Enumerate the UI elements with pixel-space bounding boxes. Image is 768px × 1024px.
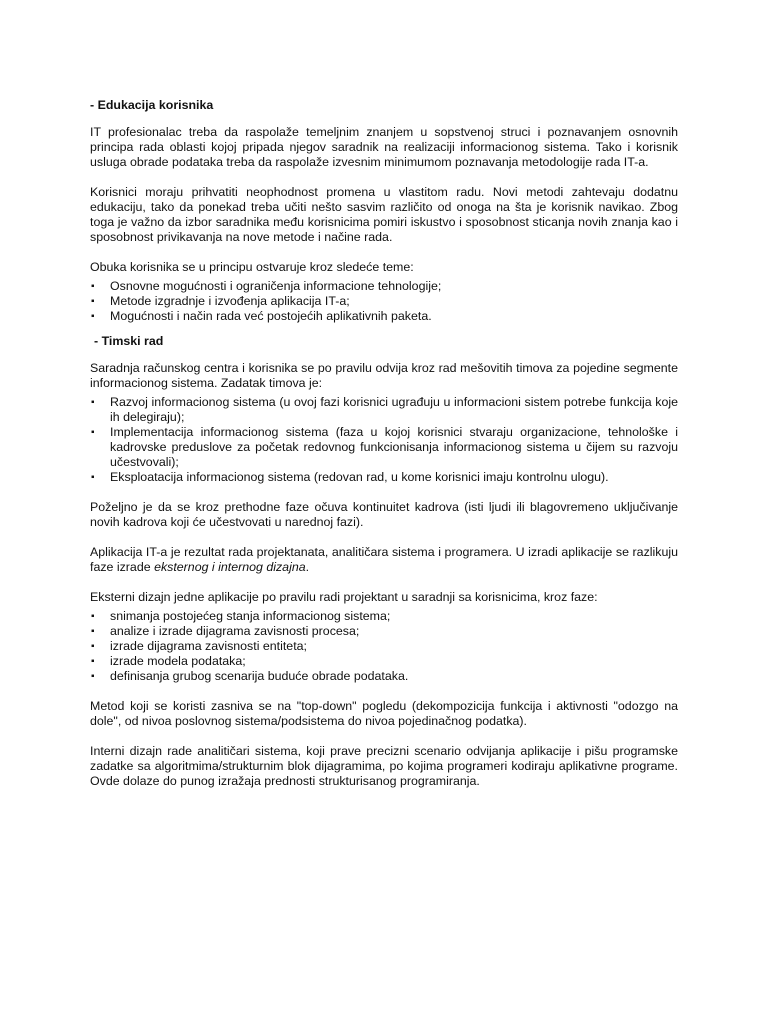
external-design-phases-list (90, 609, 678, 684)
document-page (90, 98, 678, 804)
bullet-icon: ▪ (91, 281, 95, 292)
team-tasks-list (90, 395, 678, 485)
bullet-icon: ▪ (91, 296, 95, 307)
list-item (90, 609, 678, 624)
paragraph-korisnici: Korisnici moraju prihvatiti neophodnost promena u vlastitom radu. Novi metodi zahtevaju dodatnu edukaciju, tako da ponekad treba učiti nešto sasvim različito od onoga na šta je korisnik navikao. Zbog toga je važno da izbor saradnika među korisnicima pomiri iskustvo i sposobnost sticanja novih znanja kao i sposobnost privikavanja na nove metode i načine rada. (90, 185, 678, 244)
bullet-icon: ▪ (91, 641, 95, 652)
list-item-text: analize i izrade dijagrama zavisnosti procesa; (110, 624, 360, 638)
bullet-icon: ▪ (91, 397, 95, 408)
list-item-text: izrade modela podataka; (110, 654, 246, 668)
section-heading-timski-rad: - Timski rad (94, 334, 164, 348)
section-heading-edukacija: - Edukacija korisnika (90, 98, 214, 112)
list-item (90, 624, 678, 639)
paragraph-obuka: Obuka korisnika se u principu ostvaruje kroz sledeće teme: (90, 260, 414, 274)
list-item (90, 425, 678, 470)
list-item-text: Mogućnosti i način rada već postojećih aplikativnih paketa. (110, 309, 432, 323)
bullet-icon: ▪ (91, 311, 95, 322)
paragraph-it-profesionalac: IT profesionalac treba da raspolaže temeljnim znanjem u sopstvenoj struci i poznavanjem osnovnih principa rada oblasti kojoj pripada njegov saradnik na realizaciji informacionog sistema. Tako i korisnik usluga obrade podataka treba da raspolaže izvesnim minimumom poznavanja metodologije rada IT-a. (90, 125, 678, 169)
list-item (90, 654, 678, 669)
list-item (90, 470, 678, 485)
bullet-icon: ▪ (91, 671, 95, 682)
paragraph-pozeljno: Poželjno je da se kroz prethodne faze očuva kontinuitet kadrova (isti ljudi ili blagovremeno uključivanje novih kadrova koji će učestvovati u narednoj fazi). (90, 500, 678, 529)
list-item-text: Implementacija informacionog sistema (faza u kojoj korisnici stvaraju organizacione, tehnološke i kadrovske preduslove za početak redovnog funkcionisanja informacionog sistema u čijem su razvoju učestvovali); (110, 425, 678, 469)
bullet-icon: ▪ (91, 656, 95, 667)
paragraph-aplikacija-end: . (305, 560, 310, 574)
list-item (90, 279, 678, 294)
bullet-icon: ▪ (91, 472, 95, 483)
paragraph-aplikacija (90, 545, 678, 575)
topics-list (90, 279, 678, 324)
bullet-icon: ▪ (91, 611, 95, 622)
list-item-text: definisanja grubog scenarija buduće obrade podataka. (110, 669, 409, 683)
list-item-text: Eksploatacija informacionog sistema (redovan rad, u kome korisnici imaju kontrolnu ulogu). (110, 470, 609, 484)
list-item-text: Osnovne mogućnosti i ograničenja informacione tehnologije; (110, 279, 442, 293)
list-item (90, 395, 678, 425)
list-item-text: Metode izgradnje i izvođenja aplikacija IT-a; (110, 294, 350, 308)
paragraph-metod: Metod koji se koristi zasniva se na "top-down" pogledu (dekompozicija funkcija i aktivnosti "odozgo na dole", od nivoa poslovnog sistema/podsistema do nivoa pojedinačnog podatka). (90, 699, 678, 728)
bullet-icon: ▪ (91, 626, 95, 637)
list-item-text: snimanja postojećeg stanja informacionog sistema; (110, 609, 391, 623)
list-item (90, 294, 678, 309)
paragraph-saradnja: Saradnja računskog centra i korisnika se po pravilu odvija kroz rad mešovitih timova za pojedine segmente informacionog sistema. Zadatak timova je: (90, 361, 678, 390)
bullet-icon: ▪ (91, 427, 95, 438)
paragraph-interni-dizajn: Interni dizajn rade analitičari sistema, koji prave precizni scenario odvijanja aplikacije i pišu programske zadatke sa algoritmima/strukturnim blok dijagramima, po kojima programeri kodiraju aplikativne programe. Ovde dolaze do punog izražaja prednosti strukturisanog programiranja. (90, 744, 678, 788)
paragraph-aplikacija-italic: eksternog i internog dizajna (154, 560, 306, 574)
list-item (90, 639, 678, 654)
list-item (90, 669, 678, 684)
list-item-text: Razvoj informacionog sistema (u ovoj fazi korisnici ugrađuju u informacioni sistem potrebe funkcija koje ih delegiraju); (110, 395, 678, 424)
list-item-text: izrade dijagrama zavisnosti entiteta; (110, 639, 307, 653)
list-item (90, 309, 678, 324)
paragraph-aplikacija-text: Aplikacija IT-a je rezultat rada projektanata, analitičara sistema i programera. U izradi aplikacije se razlikuju faze izrade (90, 545, 678, 574)
paragraph-eksterni-dizajn: Eksterni dizajn jedne aplikacije po pravilu radi projektant u saradnji sa korisnicima, kroz faze: (90, 590, 598, 604)
